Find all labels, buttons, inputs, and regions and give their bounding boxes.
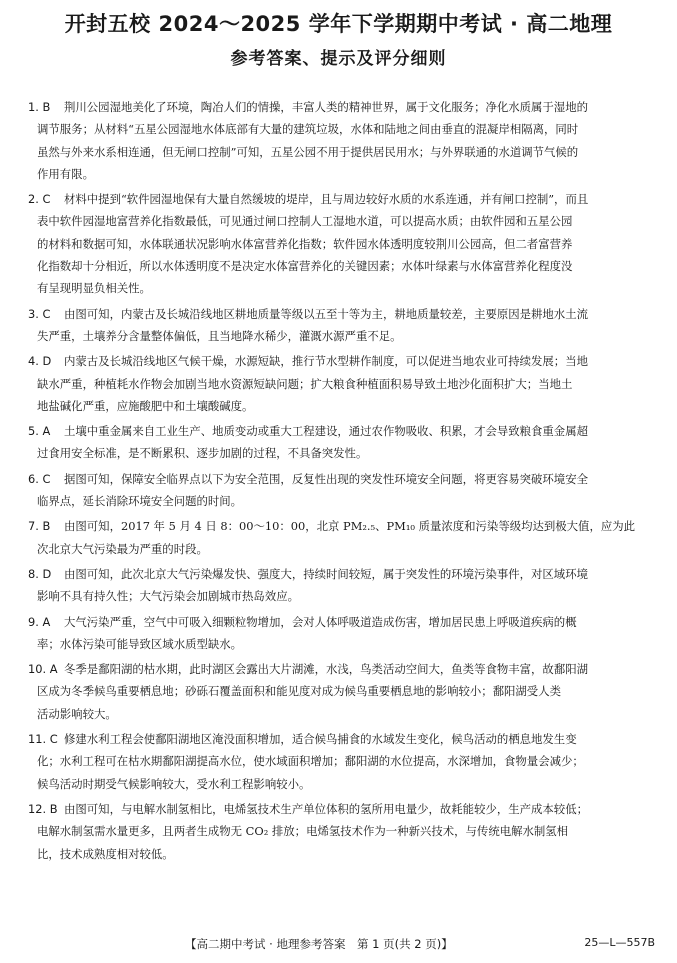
answer-line xyxy=(28,350,656,372)
answer-item xyxy=(28,420,656,465)
answer-text: 由图可知，与电解水制氢相比，电烯氢技术生产单位体积的氢所用电量少，故耗能较少，生产成本较低； xyxy=(64,801,588,816)
answer-number: 8. D xyxy=(28,566,52,581)
answer-line xyxy=(28,703,656,725)
answer-text: 表中软件园湿地富营养化指数最低，可见通过闸口控制人工湿地水道，可以提高水质；由软件园和五星公园 xyxy=(37,214,573,229)
answer-text: 影响不具有持久性；大气污染会加剧城市热岛效应。 xyxy=(37,589,299,604)
answer-item xyxy=(28,515,656,560)
answer-item xyxy=(28,563,656,608)
answer-line xyxy=(28,141,656,163)
answer-number: 4. D xyxy=(28,354,52,369)
answer-line xyxy=(28,585,656,607)
answer-text: 由图可知，2017 年 5 月 4 日 8：00～10：00，北京 PM₂.₅、PM₁₀ 质量浓度和污染等级均达到极大值，应为此 xyxy=(64,519,636,534)
answer-text: 修建水利工程会使鄱阳湖地区淹没面积增加，适合候鸟捕食的水域发生变化，候鸟活动的栖息地发生变 xyxy=(64,732,577,747)
answer-text: 过食用安全标准，是不断累积、逐步加剧的过程，不具备突发性。 xyxy=(37,446,368,461)
answer-text: 化；水利工程可在枯水期鄱阳湖提高水位，使水域面积增加；鄱阳湖的水位提高，水深增加，食物量会减少； xyxy=(37,754,584,769)
answer-text: 电解水制氢需水量更多，且两者生成物无 CO₂ 排放；电烯氢技术作为一种新兴技术，与传统电解水制氢相 xyxy=(37,824,569,839)
answer-line xyxy=(28,325,656,347)
answer-text: 大气污染严重，空气中可吸入细颗粒物增加，会对人体呼吸道造成伤害，增加居民患上呼吸道疾病的概 xyxy=(64,614,577,629)
answer-text: 荆川公园湿地美化了环境，陶冶人们的情操，丰富人类的精神世界，属于文化服务；净化水质属于湿地的 xyxy=(64,100,588,114)
answer-item xyxy=(28,96,656,185)
answer-text: 的材料和数据可知，水体联通状况影响水体富营养化指数；软件园水体透明度较荆川公园高，但二者富营养 xyxy=(37,236,573,251)
answer-line xyxy=(28,255,656,277)
answer-line xyxy=(28,395,656,417)
answer-line xyxy=(28,188,656,210)
answer-text: 据图可知，保障安全临界点以下为安全范围，反复性出现的突发性环境安全问题，将更容易突破环境安全 xyxy=(64,471,588,486)
answer-text: 材料中提到“软件园湿地保有大量自然缓坡的堤岸，且与周边较好水质的水系连通，并有闸口控制”，而且 xyxy=(64,192,589,207)
answer-line xyxy=(28,420,656,442)
answer-number: 10. A xyxy=(28,662,58,677)
answer-text: 活动影响较大。 xyxy=(37,706,117,721)
answer-line xyxy=(28,277,656,299)
answer-text: 有呈现明显负相关性。 xyxy=(37,281,151,296)
answer-text: 比，技术成熟度相对较低。 xyxy=(37,846,174,861)
answer-item xyxy=(28,728,656,795)
answer-text: 调节服务；从材料“五星公园湿地水体底部有大量的建筑垃圾，水体和陆地之间由垂直的混凝岸相隔离，同时 xyxy=(37,122,579,137)
page-footer: 【高二期中考试 · 地理参考答案 第 1 页(共 2 页)】 xyxy=(185,937,453,951)
answer-line xyxy=(28,163,656,185)
answer-item xyxy=(28,468,656,513)
answer-line xyxy=(28,96,656,118)
answer-number: 3. C xyxy=(28,306,51,321)
answer-line xyxy=(28,373,656,395)
answer-number: 6. C xyxy=(28,471,51,486)
answer-line xyxy=(28,820,656,842)
answer-text: 虽然与外来水系相连通，但无闸口控制”可知，五星公园不用于提供居民用水；与外界联通的水道调节气候的 xyxy=(37,144,579,159)
answer-text: 作用有限。 xyxy=(37,166,94,181)
answer-item xyxy=(28,303,656,348)
answer-item xyxy=(28,658,656,725)
answer-text: 失严重，土壤养分含量整体偏低，且当地降水稀少，灌溉水源严重不足。 xyxy=(37,328,402,343)
answer-line xyxy=(28,233,656,255)
answer-number: 2. C xyxy=(28,192,51,207)
answer-line xyxy=(28,303,656,325)
answer-line xyxy=(28,490,656,512)
answer-text: 候鸟活动时期受气候影响较大，受水利工程影响较小。 xyxy=(37,776,311,791)
answer-number: 5. A xyxy=(28,424,51,439)
answer-number: 1. B xyxy=(28,100,51,114)
answer-text: 由图可知，内蒙古及长城沿线地区耕地质量等级以五至十等为主，耕地质量较差，主要原因是耕地水土流 xyxy=(64,306,588,321)
page-subtitle: 参考答案、提示及评分细则 xyxy=(230,49,447,69)
answer-item xyxy=(28,188,656,299)
answer-number: 9. A xyxy=(28,614,51,629)
answer-line xyxy=(28,843,656,865)
answer-line xyxy=(28,442,656,464)
answer-text: 次北京大气污染最为严重的时段。 xyxy=(37,541,208,556)
answer-list xyxy=(28,96,656,868)
answer-line xyxy=(28,773,656,795)
answer-text: 土壤中重金属来自工业生产、地质变动或重大工程建设，通过农作物吸收、积累，才会导致粮食重金属超 xyxy=(64,424,588,439)
answer-text: 化指数却十分相近，所以水体透明度不是决定水体富营养化的关键因素；水体叶绿素与水体富营养化程度没 xyxy=(37,259,573,274)
answer-line xyxy=(28,680,656,702)
answer-line xyxy=(28,633,656,655)
answer-line xyxy=(28,515,656,537)
answer-line xyxy=(28,210,656,232)
answer-line xyxy=(28,563,656,585)
page-title: 开封五校 2024～2025 学年下学期期中考试 · 高二地理 xyxy=(64,12,613,36)
paper-code: 25—L—557B xyxy=(584,936,655,949)
answer-text: 由图可知，此次北京大气污染爆发快、强度大，持续时间较短，属于突发性的环境污染事件，对区域环境 xyxy=(64,566,588,581)
answer-line xyxy=(28,538,656,560)
answer-number: 7. B xyxy=(28,519,51,534)
answer-number: 12. B xyxy=(28,801,58,816)
answer-item xyxy=(28,798,656,865)
answer-text: 内蒙古及长城沿线地区气候干燥，水源短缺，推行节水型耕作制度，可以促进当地农业可持续发展；当地 xyxy=(64,354,588,369)
answer-line xyxy=(28,798,656,820)
answer-line xyxy=(28,750,656,772)
answer-item xyxy=(28,350,656,417)
answer-text: 冬季是鄱阳湖的枯水期，此时湖区会露出大片湖滩，水浅，鸟类活动空间大，鱼类等食物丰富，故鄱阳湖 xyxy=(64,662,588,677)
answer-text: 率；水体污染可能导致区域水质型缺水。 xyxy=(37,636,243,651)
answer-line xyxy=(28,118,656,140)
answer-text: 区成为冬季候鸟重要栖息地；砂砾石覆盖面积和能见度对成为候鸟重要栖息地的影响较小；鄱阳湖受人类 xyxy=(37,684,561,699)
answer-text: 地盐碱化严重，应施酸肥中和土壤酸碱度。 xyxy=(37,398,254,413)
answer-line xyxy=(28,468,656,490)
answer-number: 11. C xyxy=(28,732,58,747)
answer-line xyxy=(28,658,656,680)
answer-line xyxy=(28,728,656,750)
answer-text: 临界点，延长消除环境安全问题的时间。 xyxy=(37,494,243,509)
answer-text: 缺水严重，种植耗水作物会加剧当地水资源短缺问题；扩大粮食种植面积易导致土地沙化面积扩大；当地土 xyxy=(37,376,573,391)
answer-item xyxy=(28,611,656,656)
answer-line xyxy=(28,611,656,633)
